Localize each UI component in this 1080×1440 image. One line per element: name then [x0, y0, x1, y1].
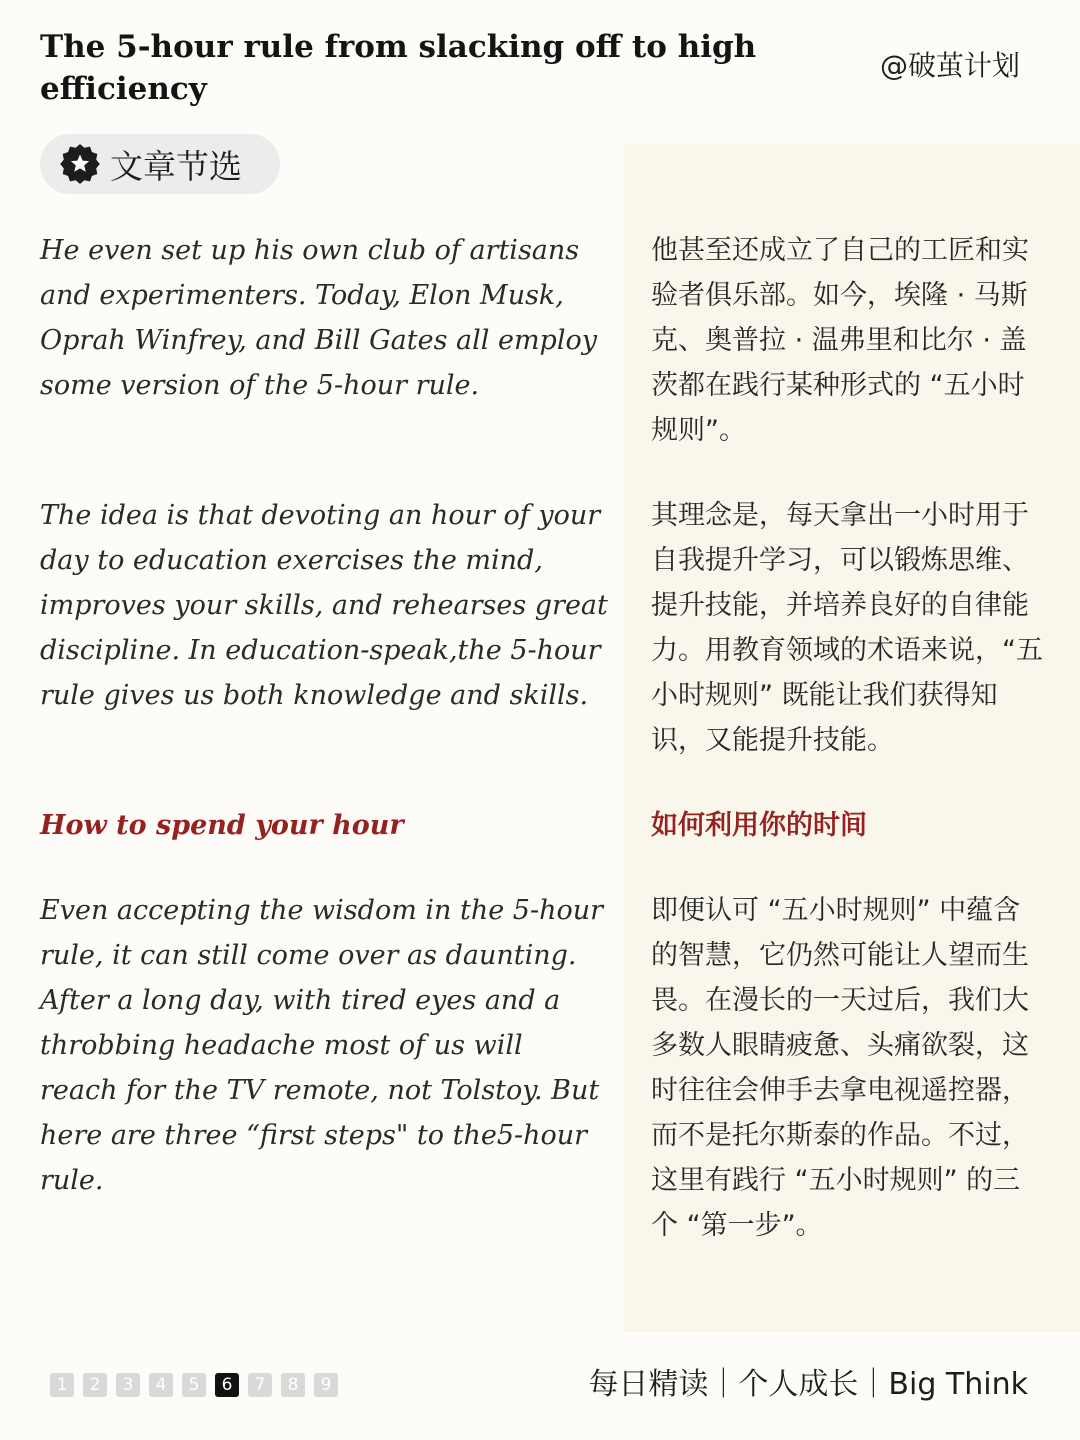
section-heading-zh: 如何利用你的时间 [651, 810, 867, 841]
page-3-indicator[interactable]: 3 [116, 1373, 140, 1397]
page-8-indicator[interactable]: 8 [281, 1373, 305, 1397]
paragraph-1-zh: 他甚至还成立了自己的工匠和实验者俱乐部。如今，埃隆 · 马斯克、奥普拉 · 温弗里和比尔 · 盖茨都在践行某种形式的 “五小时规则”。 [651, 235, 1029, 446]
page-9-indicator[interactable]: 9 [314, 1373, 338, 1397]
page-1-indicator[interactable]: 1 [50, 1373, 74, 1397]
author-handle: @破茧计划 [879, 49, 1020, 82]
page-5-indicator[interactable]: 5 [182, 1373, 206, 1397]
paragraph-2-zh: 其理念是，每天拿出一小时用于自我提升学习，可以锻炼思维、提升技能，并培养良好的自律能力。用教育领域的术语来说，“五小时规则” 既能让我们获得知识，又能提升技能。 [651, 500, 1043, 756]
page-7-indicator[interactable]: 7 [248, 1373, 272, 1397]
paragraph-3-zh: 即便认可 “五小时规则” 中蕴含的智慧，它仍然可能让人望而生畏。在漫长的一天过后，我们大多数人眼睛疲惫、头痛欲裂，这时往往会伸手去拿电视遥控器，而不是托尔斯泰的作品。不过，这里有践行 “五小时规则” 的三个 “第一步”。 [651, 895, 1029, 1241]
paragraph-1-en: He even set up his own club of artisans and experimenters. Today, Elon Musk, Oprah Winfrey, and Bill Gates all employ some version of the 5-hour rule. [40, 235, 597, 401]
pagination [50, 1373, 338, 1397]
page-6-indicator[interactable]: 6 [215, 1373, 239, 1397]
page-title: The 5-hour rule from slacking off to high efficiency [40, 29, 757, 107]
page-2-indicator[interactable]: 2 [83, 1373, 107, 1397]
paragraph-2-en: The idea is that devoting an hour of your day to education exercises the mind, improves your skills, and rehearses great discipline. In education-speak,the 5-hour rule gives us both knowledge and skills. [40, 500, 608, 711]
section-badge [40, 134, 280, 194]
section-heading-en: How to spend your hour [40, 810, 404, 841]
footer-tags: 每日精读｜个人成长｜Big Think [588, 1367, 1028, 1402]
badge-label: 文章节选 [110, 146, 242, 186]
star-badge-icon [60, 144, 100, 184]
paragraph-3-en: Even accepting the wisdom in the 5-hour rule, it can still come over as daunting. After a long day, with tired eyes and a throbbing headache most of us will reach for the TV remote, not Tolstoy. But here are three “first steps" to the5-hour rule. [40, 895, 604, 1196]
page-4-indicator[interactable]: 4 [149, 1373, 173, 1397]
